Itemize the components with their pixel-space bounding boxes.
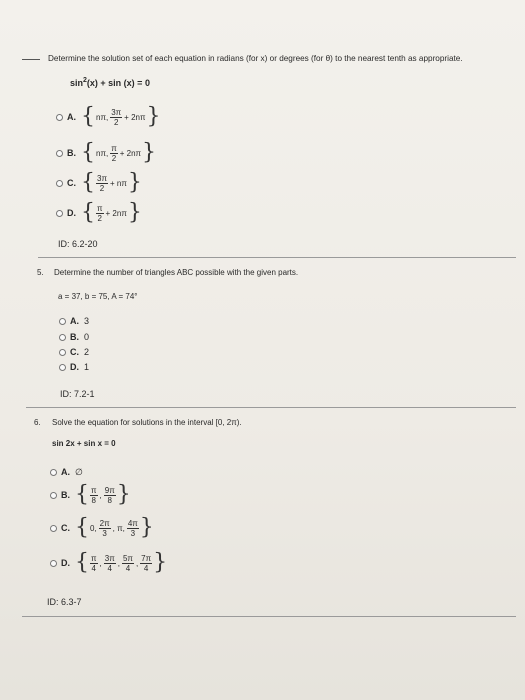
radio-button[interactable] — [50, 492, 57, 499]
radio-button[interactable] — [56, 180, 63, 187]
divider — [38, 257, 516, 258]
q5-number: 5. — [37, 268, 44, 277]
radio-button[interactable] — [56, 150, 63, 157]
q6-option-c[interactable]: C. { 0, $\frac{2\pi}{3}$ , π, $\frac{4\pi}{3}$ } — [50, 521, 154, 535]
q5-option-b[interactable]: B. 0 — [59, 330, 89, 344]
q4-id: ID: 6.2-20 — [58, 239, 98, 249]
q4-option-b[interactable]: B. { nπ, $\frac{\pi}{2}$ + 2nπ } — [56, 146, 156, 160]
radio-button[interactable] — [50, 560, 57, 567]
radio-button[interactable] — [50, 525, 57, 532]
q4-option-c[interactable]: C. { $\frac{3\pi}{2}$ + nπ } — [56, 176, 142, 190]
radio-button[interactable] — [59, 364, 66, 371]
q4-option-a[interactable]: A. { nπ, $\frac{3\pi}{2}$ + 2nπ } — [56, 110, 160, 124]
radio-button[interactable] — [56, 210, 63, 217]
divider — [26, 407, 516, 408]
radio-button[interactable] — [59, 318, 66, 325]
top-dash — [22, 59, 40, 60]
q5-prompt: Determine the number of triangles ABC possible with the given parts. — [54, 268, 299, 277]
q5-option-a[interactable]: A. 3 — [59, 314, 89, 328]
divider — [22, 616, 516, 617]
q5-option-c[interactable]: C. 2 — [59, 345, 89, 359]
q5-id: ID: 7.2-1 — [60, 389, 95, 399]
q5-option-d[interactable]: D. 1 — [59, 360, 89, 374]
q4-option-d[interactable]: D. { $\frac{\pi}{2}$ + 2nπ } — [56, 206, 142, 220]
radio-button[interactable] — [50, 469, 57, 476]
radio-button[interactable] — [56, 114, 63, 121]
q5-given: a = 37, b = 75, A = 74° — [58, 292, 138, 301]
q4-equation: $\sin^2(x) + \sin (x) = 0$ — [70, 77, 150, 88]
q6-id: ID: 6.3-7 — [47, 597, 82, 607]
q6-option-b[interactable]: B. { $\frac{\pi}{8}$ , $\frac{9\pi}{8}$ } — [50, 488, 131, 502]
q6-prompt: Solve the equation for solutions in the interval [0, 2π). — [52, 418, 242, 427]
q6-equation: sin 2x + sin x = 0 — [52, 439, 116, 448]
radio-button[interactable] — [59, 349, 66, 356]
q6-option-d[interactable]: D. { $\frac{\pi}{4}$ , $\frac{3\pi}{4}$ , $\frac{5\pi}{4}$ , $\frac{7\pi}{4}$ } — [50, 556, 167, 570]
q6-option-a[interactable]: A. ∅ — [50, 465, 83, 479]
radio-button[interactable] — [59, 334, 66, 341]
q4-prompt: Determine the solution set of each equation in radians (for x) or degrees (for θ) to the nearest tenth as appropriate. — [48, 54, 463, 63]
q6-number: 6. — [34, 418, 41, 427]
